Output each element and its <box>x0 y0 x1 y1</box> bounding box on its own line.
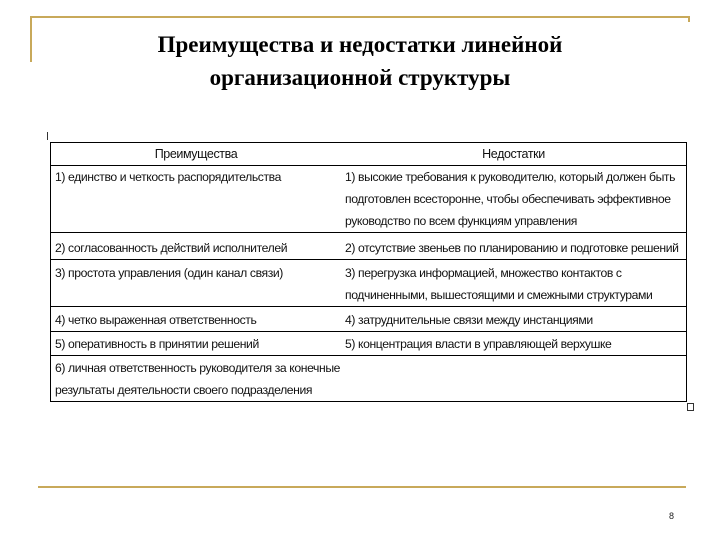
advantage-cell <box>51 357 381 401</box>
advantage-cell <box>51 237 341 259</box>
advantage-cell <box>51 333 341 355</box>
table-row <box>51 262 686 307</box>
cell-line: 4) затруднительные связи между инстанциями <box>345 313 593 327</box>
frame-left-rule <box>30 16 32 62</box>
slide-title-line-2: организационной структуры <box>209 65 511 90</box>
disadvantage-cell <box>341 309 686 331</box>
disadvantage-cell <box>341 166 686 232</box>
disadvantage-cell <box>341 262 686 306</box>
cell-line: 2) отсутствие звеньев по планированию и подготовке решений <box>345 241 679 255</box>
resize-handle[interactable] <box>687 403 694 411</box>
frame-top-rule <box>30 16 690 18</box>
header-disadvantages: Недостатки <box>482 147 545 161</box>
cell-line: подготовлен всесторонне, чтобы обеспечивать эффективное <box>345 192 671 206</box>
cell-line: результаты деятельности своего подразделения <box>55 383 313 397</box>
header-advantages: Преимущества <box>154 147 238 161</box>
frame-bottom-rule <box>38 486 686 488</box>
cell-line: подчиненными, вышестоящими и смежными структурами <box>345 288 653 302</box>
cell-line: 2) согласованность действий исполнителей <box>55 241 288 255</box>
page-number: 8 <box>669 511 675 521</box>
advantage-cell <box>51 309 341 331</box>
cell-line: 6) личная ответственность руководителя за конечные <box>55 361 341 375</box>
cell-line: 5) концентрация власти в управляющей верхушке <box>345 337 612 351</box>
table-header-row <box>51 143 686 166</box>
advantage-cell <box>51 166 341 188</box>
frame-right-tick <box>688 16 690 22</box>
cell-line: 3) перегрузка информацией, множество контактов с <box>345 266 622 280</box>
cell-line: 1) высокие требования к руководителю, который должен быть <box>345 170 676 184</box>
disadvantage-cell <box>341 237 686 259</box>
table-row <box>51 333 686 356</box>
table-row <box>51 357 686 401</box>
object-anchor-mark <box>47 132 48 140</box>
cell-line: 3) простота управления (один канал связи) <box>55 266 283 280</box>
comparison-table[interactable] <box>50 142 687 402</box>
cell-line: 4) четко выраженная ответственность <box>55 313 257 327</box>
cell-line: 1) единство и четкость распорядительства <box>55 170 281 184</box>
cell-line: руководство по всем функциям управления <box>345 214 577 228</box>
slide-title-line-1: Преимущества и недостатки линейной <box>157 32 563 57</box>
disadvantage-cell <box>341 333 686 355</box>
table-row <box>51 309 686 332</box>
slide-title <box>60 28 660 94</box>
advantage-cell <box>51 262 341 284</box>
table-row <box>51 166 686 233</box>
table-row <box>51 237 686 260</box>
cell-line: 5) оперативность в принятии решений <box>55 337 259 351</box>
